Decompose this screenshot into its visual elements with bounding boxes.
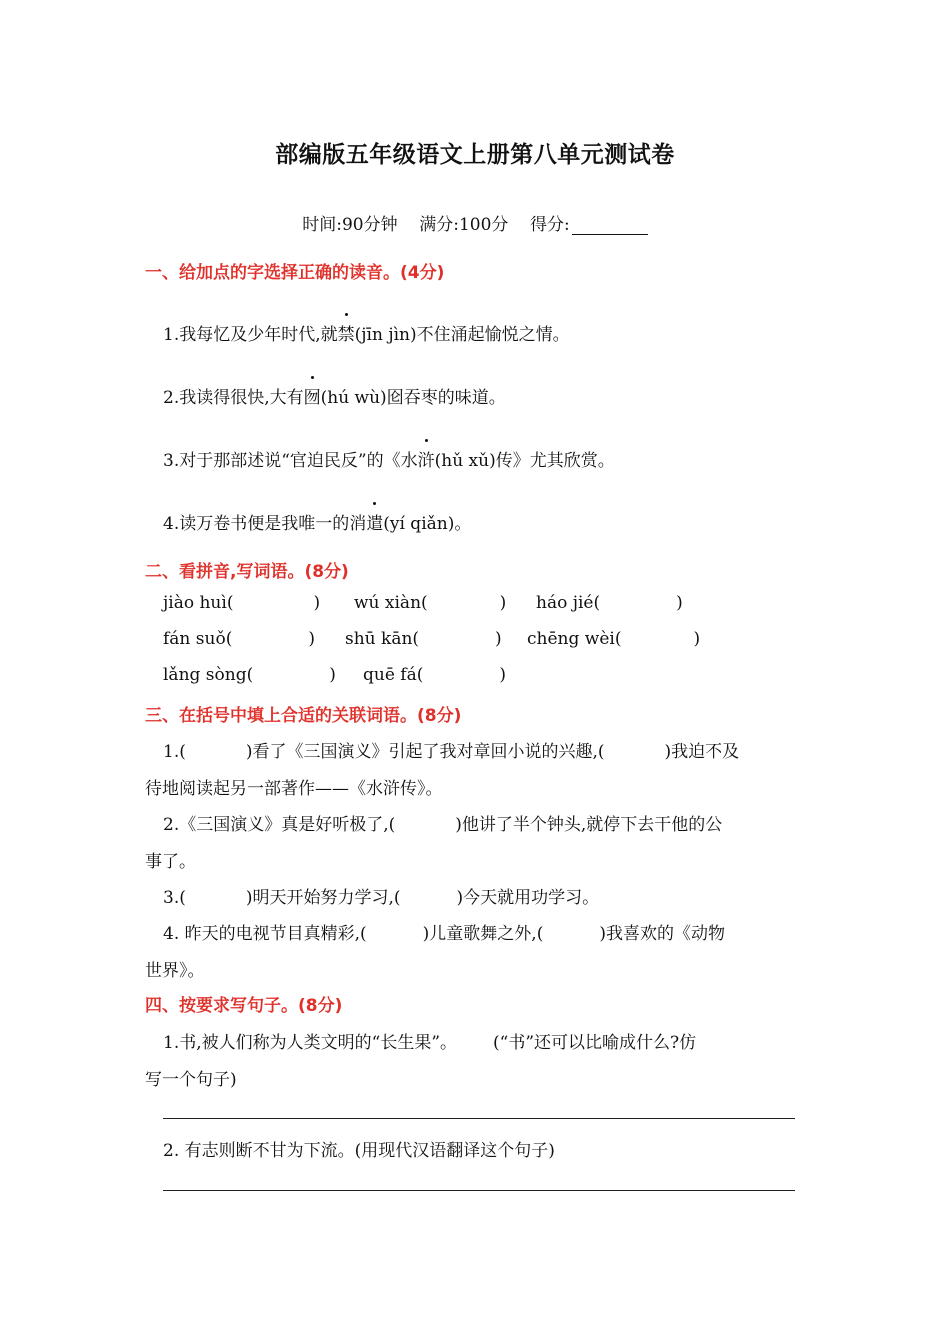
dotted-char: 禁	[338, 320, 355, 345]
s3-question-2-line2: 事了。	[145, 852, 196, 872]
section-3-heading: 三、在括号中填上合适的关联词语。(8分)	[145, 706, 462, 726]
s3-q1-text: 1.(	[163, 742, 186, 762]
answer-line[interactable]	[163, 1190, 795, 1191]
s4-q1-text: 1.书,被人们称为人类文明的“长生果”。	[163, 1033, 458, 1053]
s3-question-1-line1	[163, 737, 739, 762]
section-2-heading: 二、看拼音,写词语。(8分)	[145, 562, 349, 582]
s1-question-2	[163, 383, 506, 408]
s4-question-1-line1	[163, 1028, 696, 1053]
s1-q2-pre: 2.我读得很快,大有	[163, 388, 304, 408]
s3-question-4-line2: 世界》。	[145, 961, 205, 981]
s4-question-1-line2: 写一个句子)	[145, 1070, 237, 1090]
section-1-heading: 一、给加点的字选择正确的读音。(4分)	[145, 263, 445, 283]
paren-close: )	[676, 593, 683, 613]
s4-q1-instruction: (“书”还可以比喻成什么?仿	[493, 1033, 697, 1053]
page-title: 部编版五年级语文上册第八单元测试卷	[275, 142, 675, 168]
s3-q1-text: )看了《三国演义》引起了我对章回小说的兴趣,(	[245, 742, 605, 762]
s1-question-4	[163, 509, 471, 534]
paren-close: )	[329, 665, 336, 685]
s3-q2-text: )他讲了半个钟头,就停下去干他的公	[455, 815, 723, 835]
pinyin-item	[163, 593, 320, 613]
s3-q4-text: 4. 昨天的电视节目真精彩,(	[163, 924, 367, 944]
s3-question-4-line1	[163, 919, 725, 944]
s1-question-1	[163, 320, 570, 345]
s1-question-3	[163, 446, 615, 471]
s1-q2-post: (hú wù)囵吞枣的味道。	[320, 388, 506, 408]
pinyin-item	[354, 593, 506, 613]
pinyin-label: fán suǒ(	[163, 629, 233, 649]
pinyin-item	[363, 665, 506, 685]
s3-question-1-line2: 待地阅读起另一部著作——《水浒传》。	[145, 779, 443, 799]
s1-q3-pre: 3.对于那部述说“官迫民反”的《水	[163, 451, 418, 471]
pinyin-item	[527, 629, 700, 649]
s1-q4-post: (yí qiǎn)。	[383, 514, 472, 534]
paren-close: )	[308, 629, 315, 649]
paren-close: )	[693, 629, 701, 649]
answer-line[interactable]	[163, 1118, 795, 1119]
paren-close: )	[495, 629, 502, 649]
s1-q1-pre: 1.我每忆及少年时代,就	[163, 325, 338, 345]
s1-q1-post: (jīn jìn)不住涌起愉悦之情。	[354, 325, 570, 345]
full-score-label: 满分:100分	[419, 215, 509, 235]
pinyin-item	[163, 629, 315, 649]
s3-q3-text: 3.(	[163, 888, 186, 908]
s3-q4-text: )我喜欢的《动物	[599, 924, 725, 944]
score-label: 得分:	[530, 215, 570, 235]
exam-meta	[0, 210, 950, 235]
s3-q2-text: 2.《三国演义》真是好听极了,(	[163, 815, 396, 835]
dotted-char: 遣	[366, 509, 383, 534]
s3-question-3	[163, 883, 599, 908]
pinyin-label: lǎng sòng(	[163, 665, 254, 685]
pinyin-item	[536, 593, 683, 613]
time-label: 时间:90分钟	[302, 215, 398, 235]
s3-q1-text: )我迫不及	[664, 742, 740, 762]
pinyin-label: chēng wèi(	[527, 629, 622, 649]
s4-question-2: 2. 有志则断不甘为下流。(用现代汉语翻译这个句子)	[163, 1141, 555, 1161]
paren-close: )	[499, 665, 506, 685]
s1-q3-post: (hǔ xǔ)传》尤其欣赏。	[434, 451, 615, 471]
score-blank[interactable]	[572, 216, 648, 235]
s3-q4-text: )儿童歌舞之外,(	[422, 924, 544, 944]
s3-question-2-line1	[163, 810, 722, 835]
pinyin-item	[163, 665, 336, 685]
pinyin-label: quē fá(	[363, 665, 424, 685]
s3-q3-text: )今天就用功学习。	[456, 888, 600, 908]
s1-q4-pre: 4.读万卷书便是我唯一的消	[163, 514, 367, 534]
s3-q3-text: )明天开始努力学习,(	[245, 888, 401, 908]
paren-close: )	[499, 593, 507, 613]
pinyin-label: shū kān(	[345, 629, 420, 649]
pinyin-item	[345, 629, 502, 649]
pinyin-label: háo jié(	[536, 593, 601, 613]
dotted-char: 囫	[304, 383, 321, 408]
pinyin-label: wú xiàn(	[354, 593, 428, 613]
section-4-heading: 四、按要求写句子。(8分)	[145, 996, 343, 1016]
paren-close: )	[313, 593, 321, 613]
pinyin-label: jiào huì(	[163, 593, 234, 613]
dotted-char: 浒	[418, 446, 435, 471]
